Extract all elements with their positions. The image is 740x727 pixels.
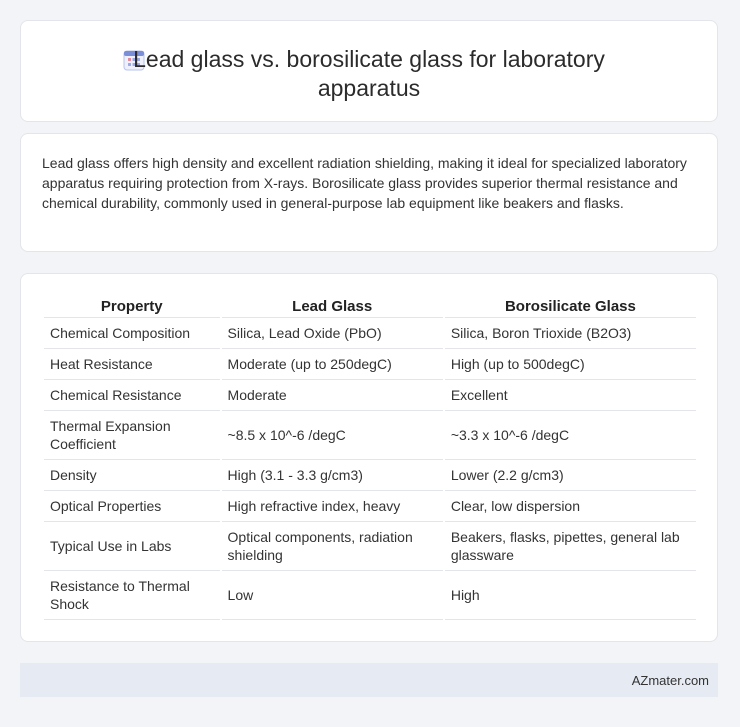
row-property: Chemical Composition <box>44 318 220 349</box>
row-borosilicate-value: Beakers, flasks, pipettes, general lab glassware <box>445 522 696 571</box>
intro-paragraph: Lead glass offers high density and excellent radiation shielding, making it ideal for specialized laboratory apparatus requiring protection from X-rays. Borosilicate glass provides superior thermal resistance and chemical durability, commonly used in general-purpose lab equipment like beakers and flasks. <box>42 155 687 211</box>
row-property: Thermal Expansion Coefficient <box>44 411 220 460</box>
row-borosilicate-value: High (up to 500degC) <box>445 349 696 380</box>
row-property: Heat Resistance <box>44 349 220 380</box>
row-borosilicate-value: Lower (2.2 g/cm3) <box>445 460 696 491</box>
row-property: Chemical Resistance <box>44 380 220 411</box>
table-row <box>44 349 696 380</box>
table-row <box>44 522 696 571</box>
row-property: Typical Use in Labs <box>44 522 220 571</box>
footer-bar <box>20 663 718 697</box>
table-header-row <box>44 294 696 318</box>
row-lead-value: ~8.5 x 10^-6 /degC <box>222 411 443 460</box>
row-borosilicate-value: ~3.3 x 10^-6 /degC <box>445 411 696 460</box>
row-property: Optical Properties <box>44 491 220 522</box>
row-borosilicate-value: Silica, Boron Trioxide (B2O3) <box>445 318 696 349</box>
header-property: Property <box>44 294 220 318</box>
table-row <box>44 411 696 460</box>
comparison-table-card <box>20 273 718 642</box>
row-lead-value: Moderate (up to 250degC) <box>222 349 443 380</box>
row-lead-value: High (3.1 - 3.3 g/cm3) <box>222 460 443 491</box>
row-lead-value: Silica, Lead Oxide (PbO) <box>222 318 443 349</box>
row-property: Density <box>44 460 220 491</box>
row-borosilicate-value: High <box>445 571 696 620</box>
row-lead-value: Moderate <box>222 380 443 411</box>
header-borosilicate-glass: Borosilicate Glass <box>445 294 696 318</box>
row-property: Resistance to Thermal Shock <box>44 571 220 620</box>
row-lead-value: Low <box>222 571 443 620</box>
intro-card <box>20 133 718 252</box>
row-borosilicate-value: Excellent <box>445 380 696 411</box>
table-row <box>44 571 696 620</box>
table-row <box>44 460 696 491</box>
footer-brand-link[interactable]: AZmater.com <box>631 673 709 688</box>
row-borosilicate-value: Clear, low dispersion <box>445 491 696 522</box>
row-lead-value: High refractive index, heavy <box>222 491 443 522</box>
comparison-table <box>42 294 698 620</box>
row-lead-value: Optical components, radiation shielding <box>222 522 443 571</box>
header-lead-glass: Lead Glass <box>222 294 443 318</box>
table-row <box>44 318 696 349</box>
table-row <box>44 491 696 522</box>
page-title: Lead glass vs. borosilicate glass for laboratory apparatus <box>133 46 605 101</box>
title-card <box>20 20 718 122</box>
table-row <box>44 380 696 411</box>
